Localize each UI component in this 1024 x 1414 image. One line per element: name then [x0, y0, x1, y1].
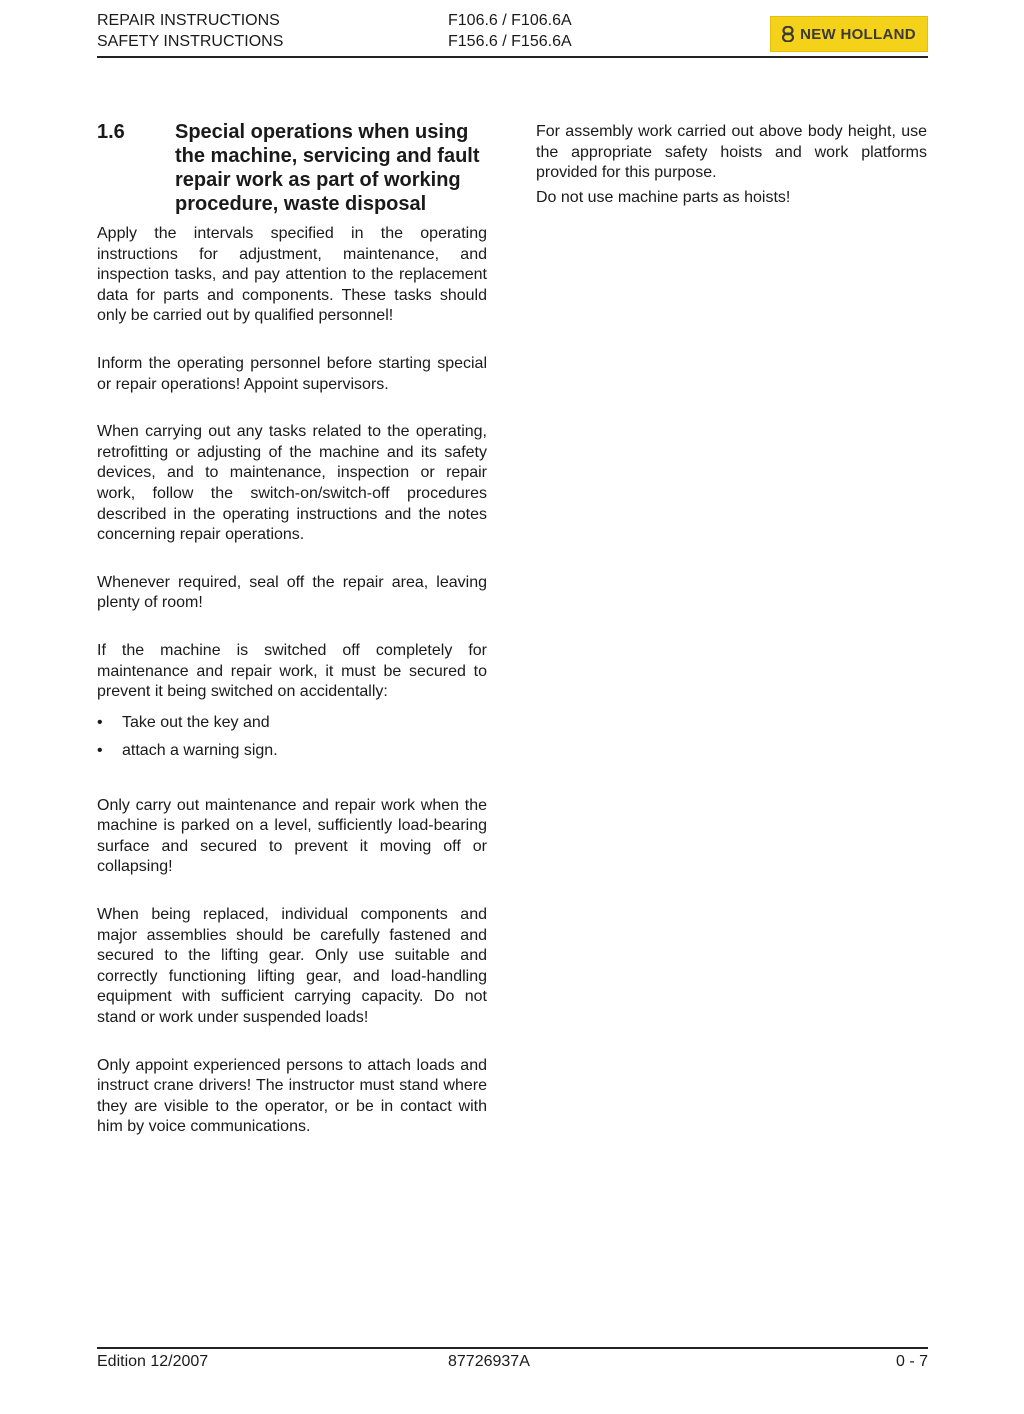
new-holland-leaf-icon — [782, 26, 794, 42]
new-holland-logo — [770, 16, 928, 52]
footer-document-number: 87726937A — [448, 1353, 530, 1370]
paragraph-seal-off-area: Whenever required, seal off the repair area, leaving plenty of room! — [97, 573, 487, 612]
bullet-list — [97, 709, 487, 765]
footer-edition: Edition 12/2007 — [97, 1353, 209, 1370]
header-model-line1: F106.6 / F106.6A — [448, 12, 572, 29]
header-model-block — [448, 10, 572, 52]
paragraph-level-surface: Only carry out maintenance and repair work when the machine is parked on a level, sufficiently load-bearing surface and secured to prevent it moving off or collapsing! — [97, 796, 487, 876]
section-heading — [97, 120, 487, 216]
header-repair-instructions: REPAIR INSTRUCTIONS — [97, 12, 280, 29]
logo-text: NEW HOLLAND — [800, 25, 916, 43]
paragraph-switch-procedures: When carrying out any tasks related to the operating, retrofitting or adjusting of the machine and its safety devices, and to maintenance, inspection or repair work, follow the switch-on/switch-off procedures described in the operating instructions and the notes concerning repair operations. — [97, 423, 487, 544]
bullet-text: attach a warning sign. — [122, 741, 278, 759]
paragraph-assembly-work: For assembly work carried out above body height, use the appropriate safety hoists and work platforms provided for this purpose. — [536, 123, 927, 182]
page-header — [97, 10, 928, 58]
header-model-line2: F156.6 / F156.6A — [448, 33, 572, 50]
bullet-dot-icon: • — [97, 741, 103, 759]
footer-page-number: 0 - 7 — [895, 1353, 928, 1370]
paragraph-lifting-gear: When being replaced, individual components and major assemblies should be carefully fastened and secured to the lifting gear. Only use suitable and correctly functioning lifting gear, and load-handling equipment with sufficient carrying capacity. Do not stand or work under suspended loads! — [97, 906, 487, 1027]
paragraph-secure-machine: If the machine is switched off completely for maintenance and repair work, it must be secured to prevent it being switched on accidentally: — [97, 641, 487, 701]
paragraph-experienced-persons: Only appoint experienced persons to attach loads and instruct crane drivers! The instructor must stand where they are visible to the operator, or be in contact with him by voice communications. — [97, 1056, 487, 1136]
section-number: 1.6 — [97, 121, 125, 143]
bullet-dot-icon: • — [97, 713, 103, 731]
paragraph-intervals: Apply the intervals specified in the operating instructions for adjustment, maintenance, and inspection tasks, and pay attention to the replacement data for parts and components. These tasks should only be carried out by qualified personnel! — [97, 225, 487, 325]
list-item — [97, 709, 487, 737]
left-column — [97, 120, 487, 1165]
page-footer — [97, 1347, 928, 1379]
list-item — [97, 737, 487, 765]
bullet-text: Take out the key and — [122, 713, 270, 731]
header-left-block — [97, 10, 283, 52]
header-safety-instructions: SAFETY INSTRUCTIONS — [97, 33, 284, 50]
paragraph-no-machine-hoists: Do not use machine parts as hoists! — [536, 188, 791, 206]
paragraph-inform-personnel: Inform the operating personnel before starting special or repair operations! Appoint supervisors. — [97, 354, 487, 393]
right-column — [536, 122, 927, 212]
section-title: Special operations when using the machine, servicing and fault repair work as part of working procedure, waste disposal — [175, 121, 480, 215]
